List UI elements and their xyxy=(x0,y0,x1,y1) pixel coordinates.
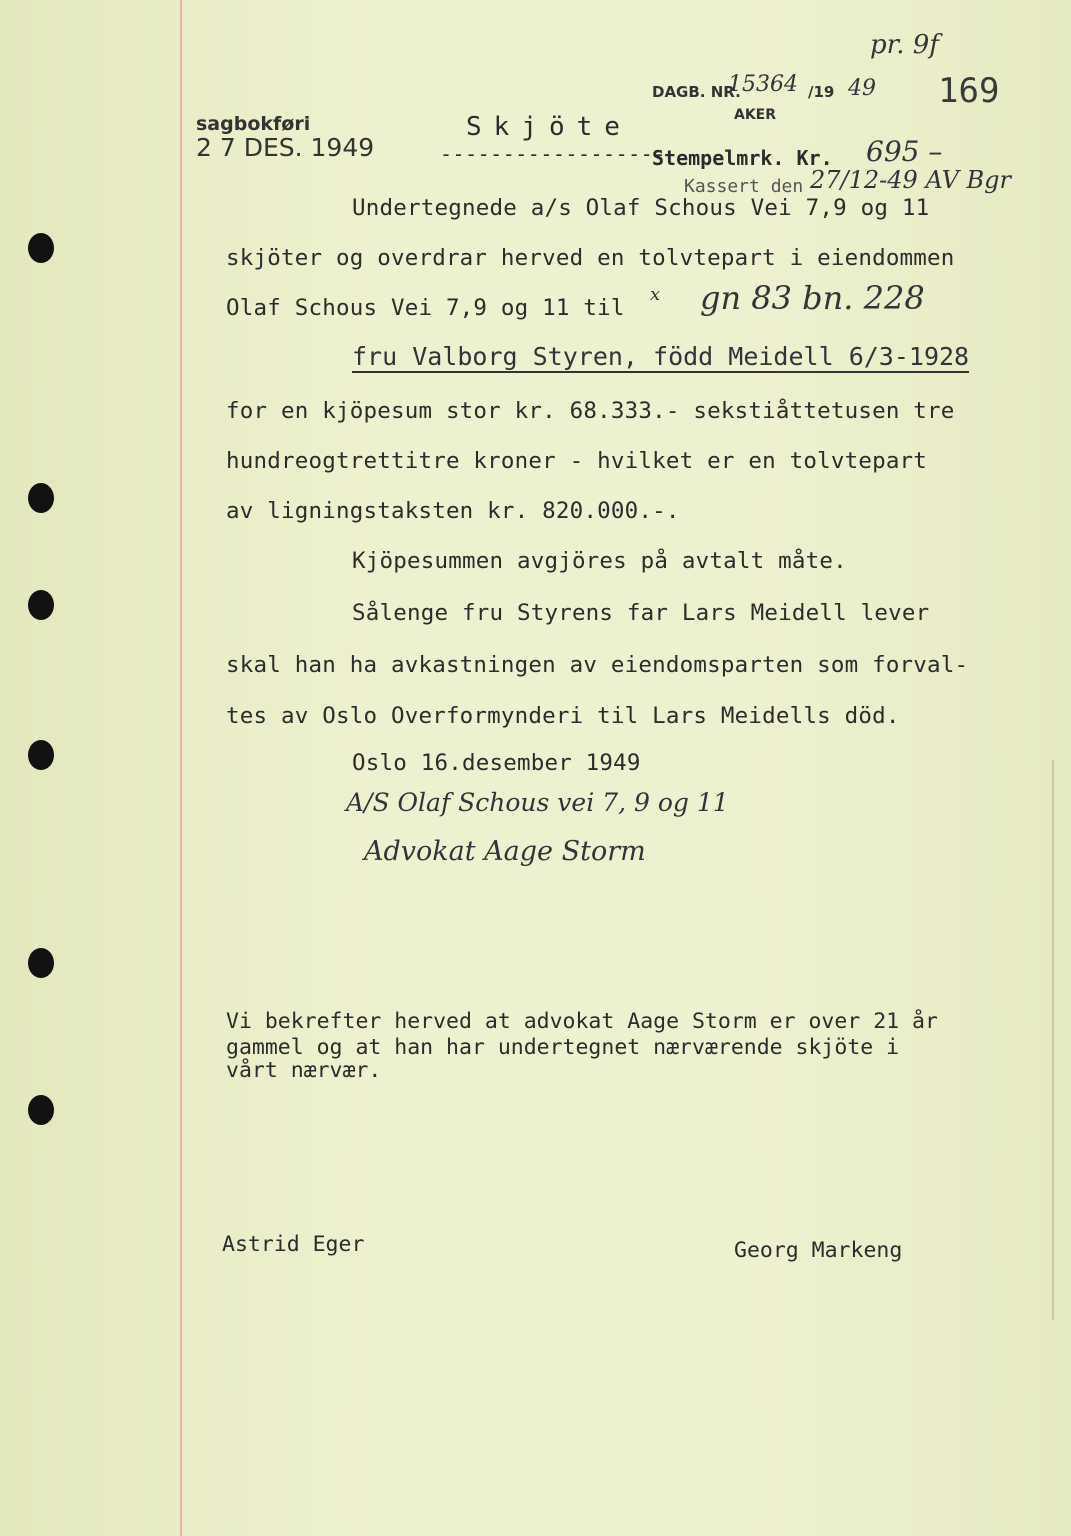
lawyer-signature: Advokat Aage Storm xyxy=(364,836,646,867)
til-mark: x xyxy=(650,284,661,305)
body-line: skal han ha avkastningen av eiendomsparten som forval- xyxy=(226,652,969,678)
stamp-date: 2 7 DES. 1949 xyxy=(196,133,375,162)
page-number: 169 xyxy=(938,71,1000,111)
stamp-office: sagbokføri xyxy=(196,113,311,135)
gnr-bnr-note: gn 83 bn. 228 xyxy=(700,279,925,317)
punch-hole xyxy=(28,1095,54,1125)
dagb-year-hand: 49 xyxy=(848,76,876,101)
kassert-label: Kassert den xyxy=(684,176,804,197)
top-note: pr. 9f xyxy=(870,30,939,60)
buyer-line: fru Valborg Styren, född Meidell 6/3-1928 xyxy=(352,342,970,371)
punch-hole xyxy=(28,948,54,978)
witness-line: gammel og at han har undertegnet nærværende skjöte i xyxy=(226,1035,900,1060)
stamp-location: AKER xyxy=(734,107,777,123)
dagb-year: /19 xyxy=(808,83,835,101)
body-line: skjöter og overdrar herved en tolvtepart i eiendommen xyxy=(226,245,955,271)
body-line: Sålenge fru Styrens far Lars Meidell lever xyxy=(352,600,930,626)
page-edge-fold xyxy=(1052,760,1054,1320)
stempel-value: 695 – xyxy=(866,135,943,168)
punch-hole xyxy=(28,483,54,513)
body-line: Olaf Schous Vei 7,9 og 11 til xyxy=(226,295,625,321)
body-line: for en kjöpesum stor kr. 68.333.- sekstiåttetusen tre xyxy=(226,398,955,424)
dagb-label: DAGB. NR. xyxy=(652,83,741,101)
margin-rule xyxy=(180,0,182,1536)
body-line: Undertegnede a/s Olaf Schous Vei 7,9 og 11 xyxy=(352,195,930,221)
punch-hole xyxy=(28,740,54,770)
witness-line: Vi bekrefter herved at advokat Aage Storm er over 21 år xyxy=(226,1009,938,1034)
stempel-label: Stempelmrk. Kr. xyxy=(652,146,833,170)
kassert-value: 27/12-49 AV Bgr xyxy=(810,166,1012,194)
witness-name-2: Georg Markeng xyxy=(734,1238,903,1263)
body-line: tes av Oslo Overformynderi til Lars Meidells död. xyxy=(226,703,900,729)
dagb-number: 15364 xyxy=(728,72,798,97)
punch-hole xyxy=(28,590,54,620)
company-signature: A/S Olaf Schous vei 7, 9 og 11 xyxy=(346,788,729,817)
body-line: hundreogtrettitre kroner - hvilket er en tolvtepart xyxy=(226,448,928,474)
place-date: Oslo 16.desember 1949 xyxy=(352,750,641,776)
witness-line: vårt nærvær. xyxy=(226,1058,382,1083)
punch-hole xyxy=(28,233,54,263)
document-title: Skjöte xyxy=(466,112,632,142)
title-rule: ------------------ xyxy=(440,142,666,166)
body-line: av ligningstaksten kr. 820.000.-. xyxy=(226,498,680,524)
witness-name-1: Astrid Eger xyxy=(222,1232,365,1257)
body-line: Kjöpesummen avgjöres på avtalt måte. xyxy=(352,548,847,574)
